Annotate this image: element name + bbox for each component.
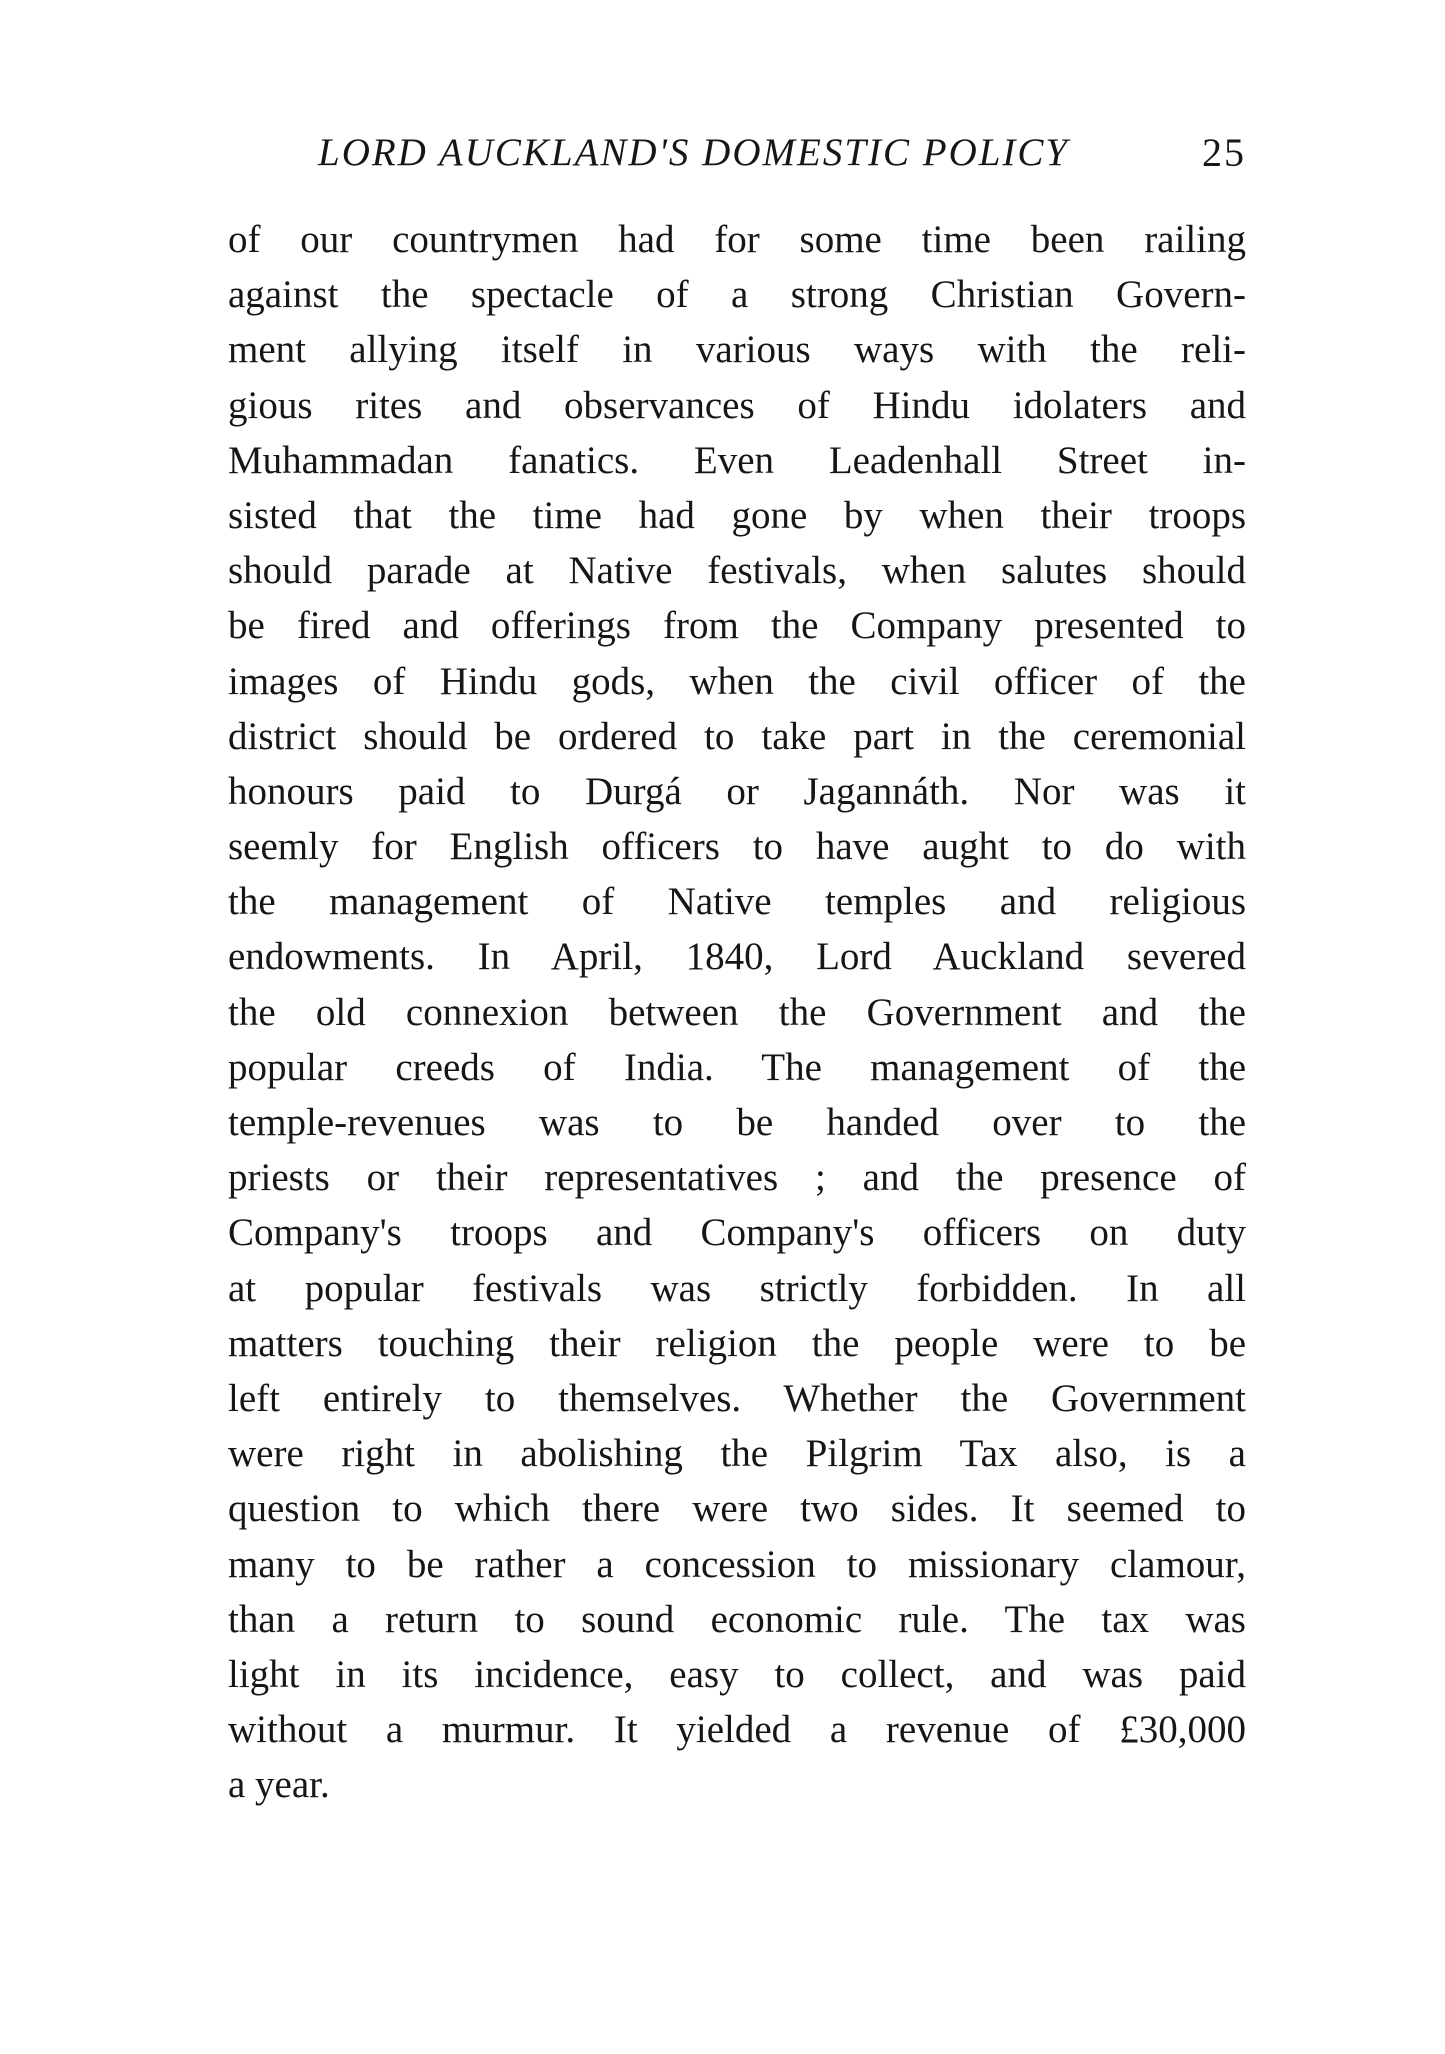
text-line: temple-revenues was to be handed over to the — [228, 1101, 1246, 1144]
text-line: priests or their representatives ; and the presence of — [228, 1156, 1246, 1200]
running-head — [318, 128, 1246, 178]
text-line: should parade at Native festivals, when salutes should — [228, 549, 1246, 593]
body-paragraph — [228, 212, 1246, 1812]
text-line: Muhammadan fanatics. Even Leadenhall Street in- — [228, 438, 1246, 482]
text-line: honours paid to Durgá or Jagannáth. Nor was it — [228, 769, 1246, 813]
text-line: without a murmur. It yielded a revenue of £30,000 — [228, 1708, 1246, 1752]
text-line: at popular festivals was strictly forbidden. In all — [228, 1266, 1246, 1310]
text-line: the old connexion between the Government and the — [228, 990, 1246, 1034]
page-number: 25 — [1202, 130, 1246, 175]
text-line: left entirely to themselves. Whether the Government — [228, 1376, 1246, 1420]
text-line: popular creeds of India. The management of the — [228, 1045, 1246, 1089]
text-line: the management of Native temples and religious — [228, 880, 1246, 924]
text-line: be fired and offerings from the Company presented to — [228, 604, 1246, 648]
text-line: images of Hindu gods, when the civil officer of the — [228, 659, 1246, 703]
text-line: endowments. In April, 1840, Lord Auckland severed — [228, 935, 1246, 979]
text-line-last: a year. — [228, 1763, 330, 1807]
text-line: were right in abolishing the Pilgrim Tax also, is a — [228, 1432, 1246, 1476]
text-line: seemly for English officers to have aught to do with — [228, 825, 1246, 869]
text-line: Company's troops and Company's officers on duty — [228, 1211, 1246, 1255]
text-line: sisted that the time had gone by when their troops — [228, 493, 1246, 537]
text-line: ment allying itself in various ways with the reli- — [228, 328, 1246, 372]
text-line: light in its incidence, easy to collect, and was paid — [228, 1652, 1246, 1696]
text-line: than a return to sound economic rule. The tax was — [228, 1597, 1246, 1641]
running-title: LORD AUCKLAND'S DOMESTIC POLICY — [318, 131, 1070, 174]
text-line: against the spectacle of a strong Christian Govern- — [228, 273, 1246, 317]
text-line: many to be rather a concession to missionary clamour, — [228, 1542, 1246, 1586]
text-line: matters touching their religion the people were to be — [228, 1321, 1246, 1365]
text-line: question to which there were two sides. It seemed to — [228, 1487, 1246, 1531]
text-line: of our countrymen had for some time been railing — [228, 218, 1246, 261]
text-line: district should be ordered to take part in the ceremonial — [228, 714, 1246, 758]
text-line: gious rites and observances of Hindu idolaters and — [228, 383, 1246, 427]
